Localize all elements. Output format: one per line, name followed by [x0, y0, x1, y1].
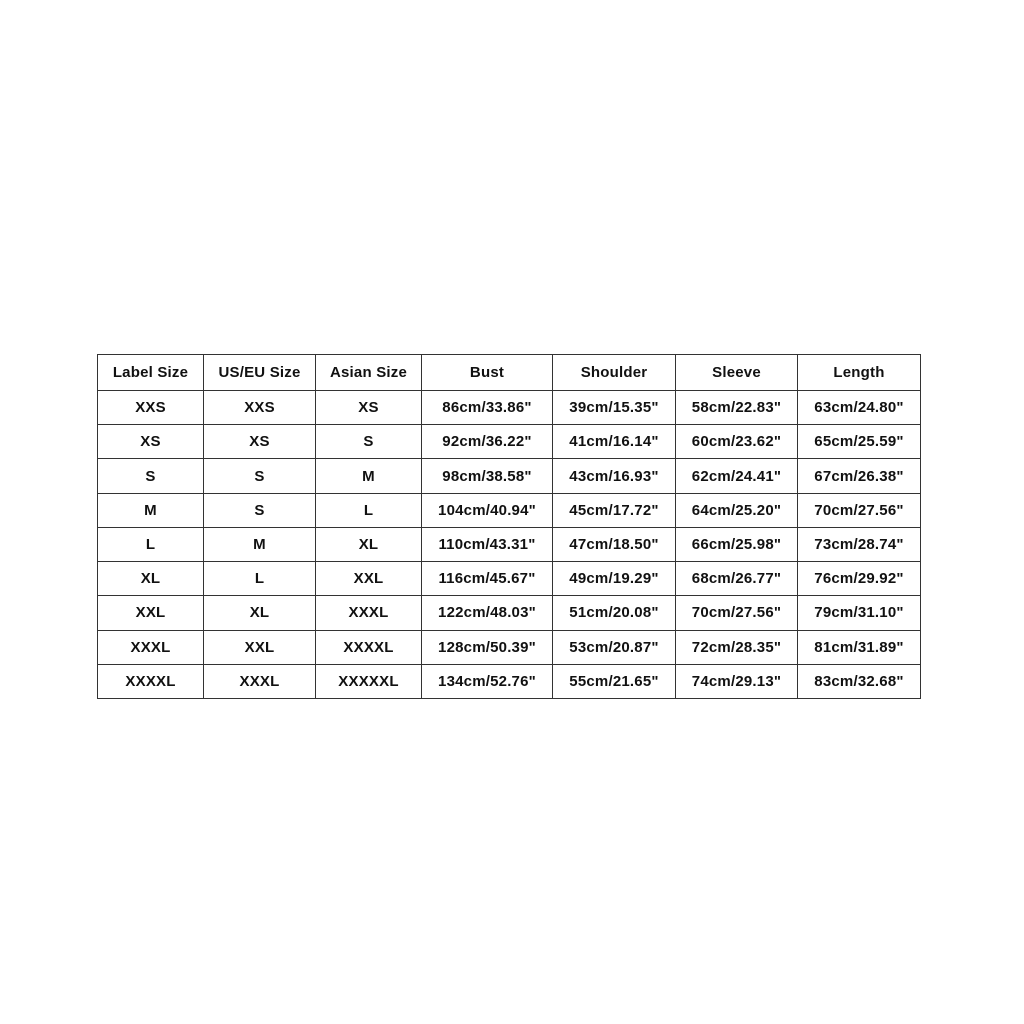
cell-length: 79cm/31.10" — [798, 596, 921, 630]
cell-us-eu-size: XXS — [204, 391, 316, 425]
cell-label-size: S — [98, 459, 204, 493]
header-asian-size: Asian Size — [316, 355, 422, 391]
cell-bust: 110cm/43.31" — [422, 527, 553, 561]
cell-sleeve: 74cm/29.13" — [676, 664, 798, 698]
cell-length: 83cm/32.68" — [798, 664, 921, 698]
cell-asian-size: XXL — [316, 562, 422, 596]
cell-sleeve: 70cm/27.56" — [676, 596, 798, 630]
cell-length: 70cm/27.56" — [798, 493, 921, 527]
cell-bust: 128cm/50.39" — [422, 630, 553, 664]
cell-shoulder: 49cm/19.29" — [553, 562, 676, 596]
cell-asian-size: XXXL — [316, 596, 422, 630]
table-row — [98, 425, 921, 459]
cell-bust: 92cm/36.22" — [422, 425, 553, 459]
size-chart-table — [97, 354, 921, 699]
cell-length: 76cm/29.92" — [798, 562, 921, 596]
cell-shoulder: 43cm/16.93" — [553, 459, 676, 493]
cell-shoulder: 41cm/16.14" — [553, 425, 676, 459]
cell-bust: 104cm/40.94" — [422, 493, 553, 527]
cell-us-eu-size: L — [204, 562, 316, 596]
cell-us-eu-size: XL — [204, 596, 316, 630]
table-row — [98, 664, 921, 698]
cell-label-size: L — [98, 527, 204, 561]
cell-asian-size: XXXXL — [316, 630, 422, 664]
table-row — [98, 630, 921, 664]
cell-shoulder: 39cm/15.35" — [553, 391, 676, 425]
cell-label-size: XXXXL — [98, 664, 204, 698]
header-length: Length — [798, 355, 921, 391]
cell-shoulder: 55cm/21.65" — [553, 664, 676, 698]
cell-asian-size: S — [316, 425, 422, 459]
cell-shoulder: 53cm/20.87" — [553, 630, 676, 664]
cell-bust: 86cm/33.86" — [422, 391, 553, 425]
header-us-eu-size: US/EU Size — [204, 355, 316, 391]
cell-label-size: M — [98, 493, 204, 527]
header-row — [98, 355, 921, 391]
cell-sleeve: 62cm/24.41" — [676, 459, 798, 493]
cell-label-size: XXS — [98, 391, 204, 425]
header-bust: Bust — [422, 355, 553, 391]
cell-sleeve: 58cm/22.83" — [676, 391, 798, 425]
table-row — [98, 493, 921, 527]
cell-sleeve: 66cm/25.98" — [676, 527, 798, 561]
cell-bust: 134cm/52.76" — [422, 664, 553, 698]
cell-us-eu-size: M — [204, 527, 316, 561]
cell-length: 63cm/24.80" — [798, 391, 921, 425]
cell-label-size: XS — [98, 425, 204, 459]
cell-shoulder: 47cm/18.50" — [553, 527, 676, 561]
cell-us-eu-size: S — [204, 493, 316, 527]
cell-us-eu-size: XXL — [204, 630, 316, 664]
cell-asian-size: XL — [316, 527, 422, 561]
cell-shoulder: 45cm/17.72" — [553, 493, 676, 527]
cell-bust: 116cm/45.67" — [422, 562, 553, 596]
cell-bust: 122cm/48.03" — [422, 596, 553, 630]
cell-length: 65cm/25.59" — [798, 425, 921, 459]
cell-bust: 98cm/38.58" — [422, 459, 553, 493]
cell-sleeve: 60cm/23.62" — [676, 425, 798, 459]
header-shoulder: Shoulder — [553, 355, 676, 391]
cell-length: 73cm/28.74" — [798, 527, 921, 561]
cell-asian-size: XXXXXL — [316, 664, 422, 698]
cell-length: 81cm/31.89" — [798, 630, 921, 664]
size-chart-header — [98, 355, 921, 391]
table-row — [98, 527, 921, 561]
cell-asian-size: L — [316, 493, 422, 527]
table-row — [98, 459, 921, 493]
cell-label-size: XL — [98, 562, 204, 596]
cell-label-size: XXXL — [98, 630, 204, 664]
header-sleeve: Sleeve — [676, 355, 798, 391]
cell-sleeve: 68cm/26.77" — [676, 562, 798, 596]
cell-sleeve: 72cm/28.35" — [676, 630, 798, 664]
table-row — [98, 562, 921, 596]
cell-asian-size: M — [316, 459, 422, 493]
cell-us-eu-size: XS — [204, 425, 316, 459]
cell-asian-size: XS — [316, 391, 422, 425]
table-row — [98, 596, 921, 630]
size-chart-body — [98, 391, 921, 699]
cell-us-eu-size: XXXL — [204, 664, 316, 698]
cell-label-size: XXL — [98, 596, 204, 630]
cell-shoulder: 51cm/20.08" — [553, 596, 676, 630]
cell-length: 67cm/26.38" — [798, 459, 921, 493]
table-row — [98, 391, 921, 425]
header-label-size: Label Size — [98, 355, 204, 391]
cell-us-eu-size: S — [204, 459, 316, 493]
cell-sleeve: 64cm/25.20" — [676, 493, 798, 527]
